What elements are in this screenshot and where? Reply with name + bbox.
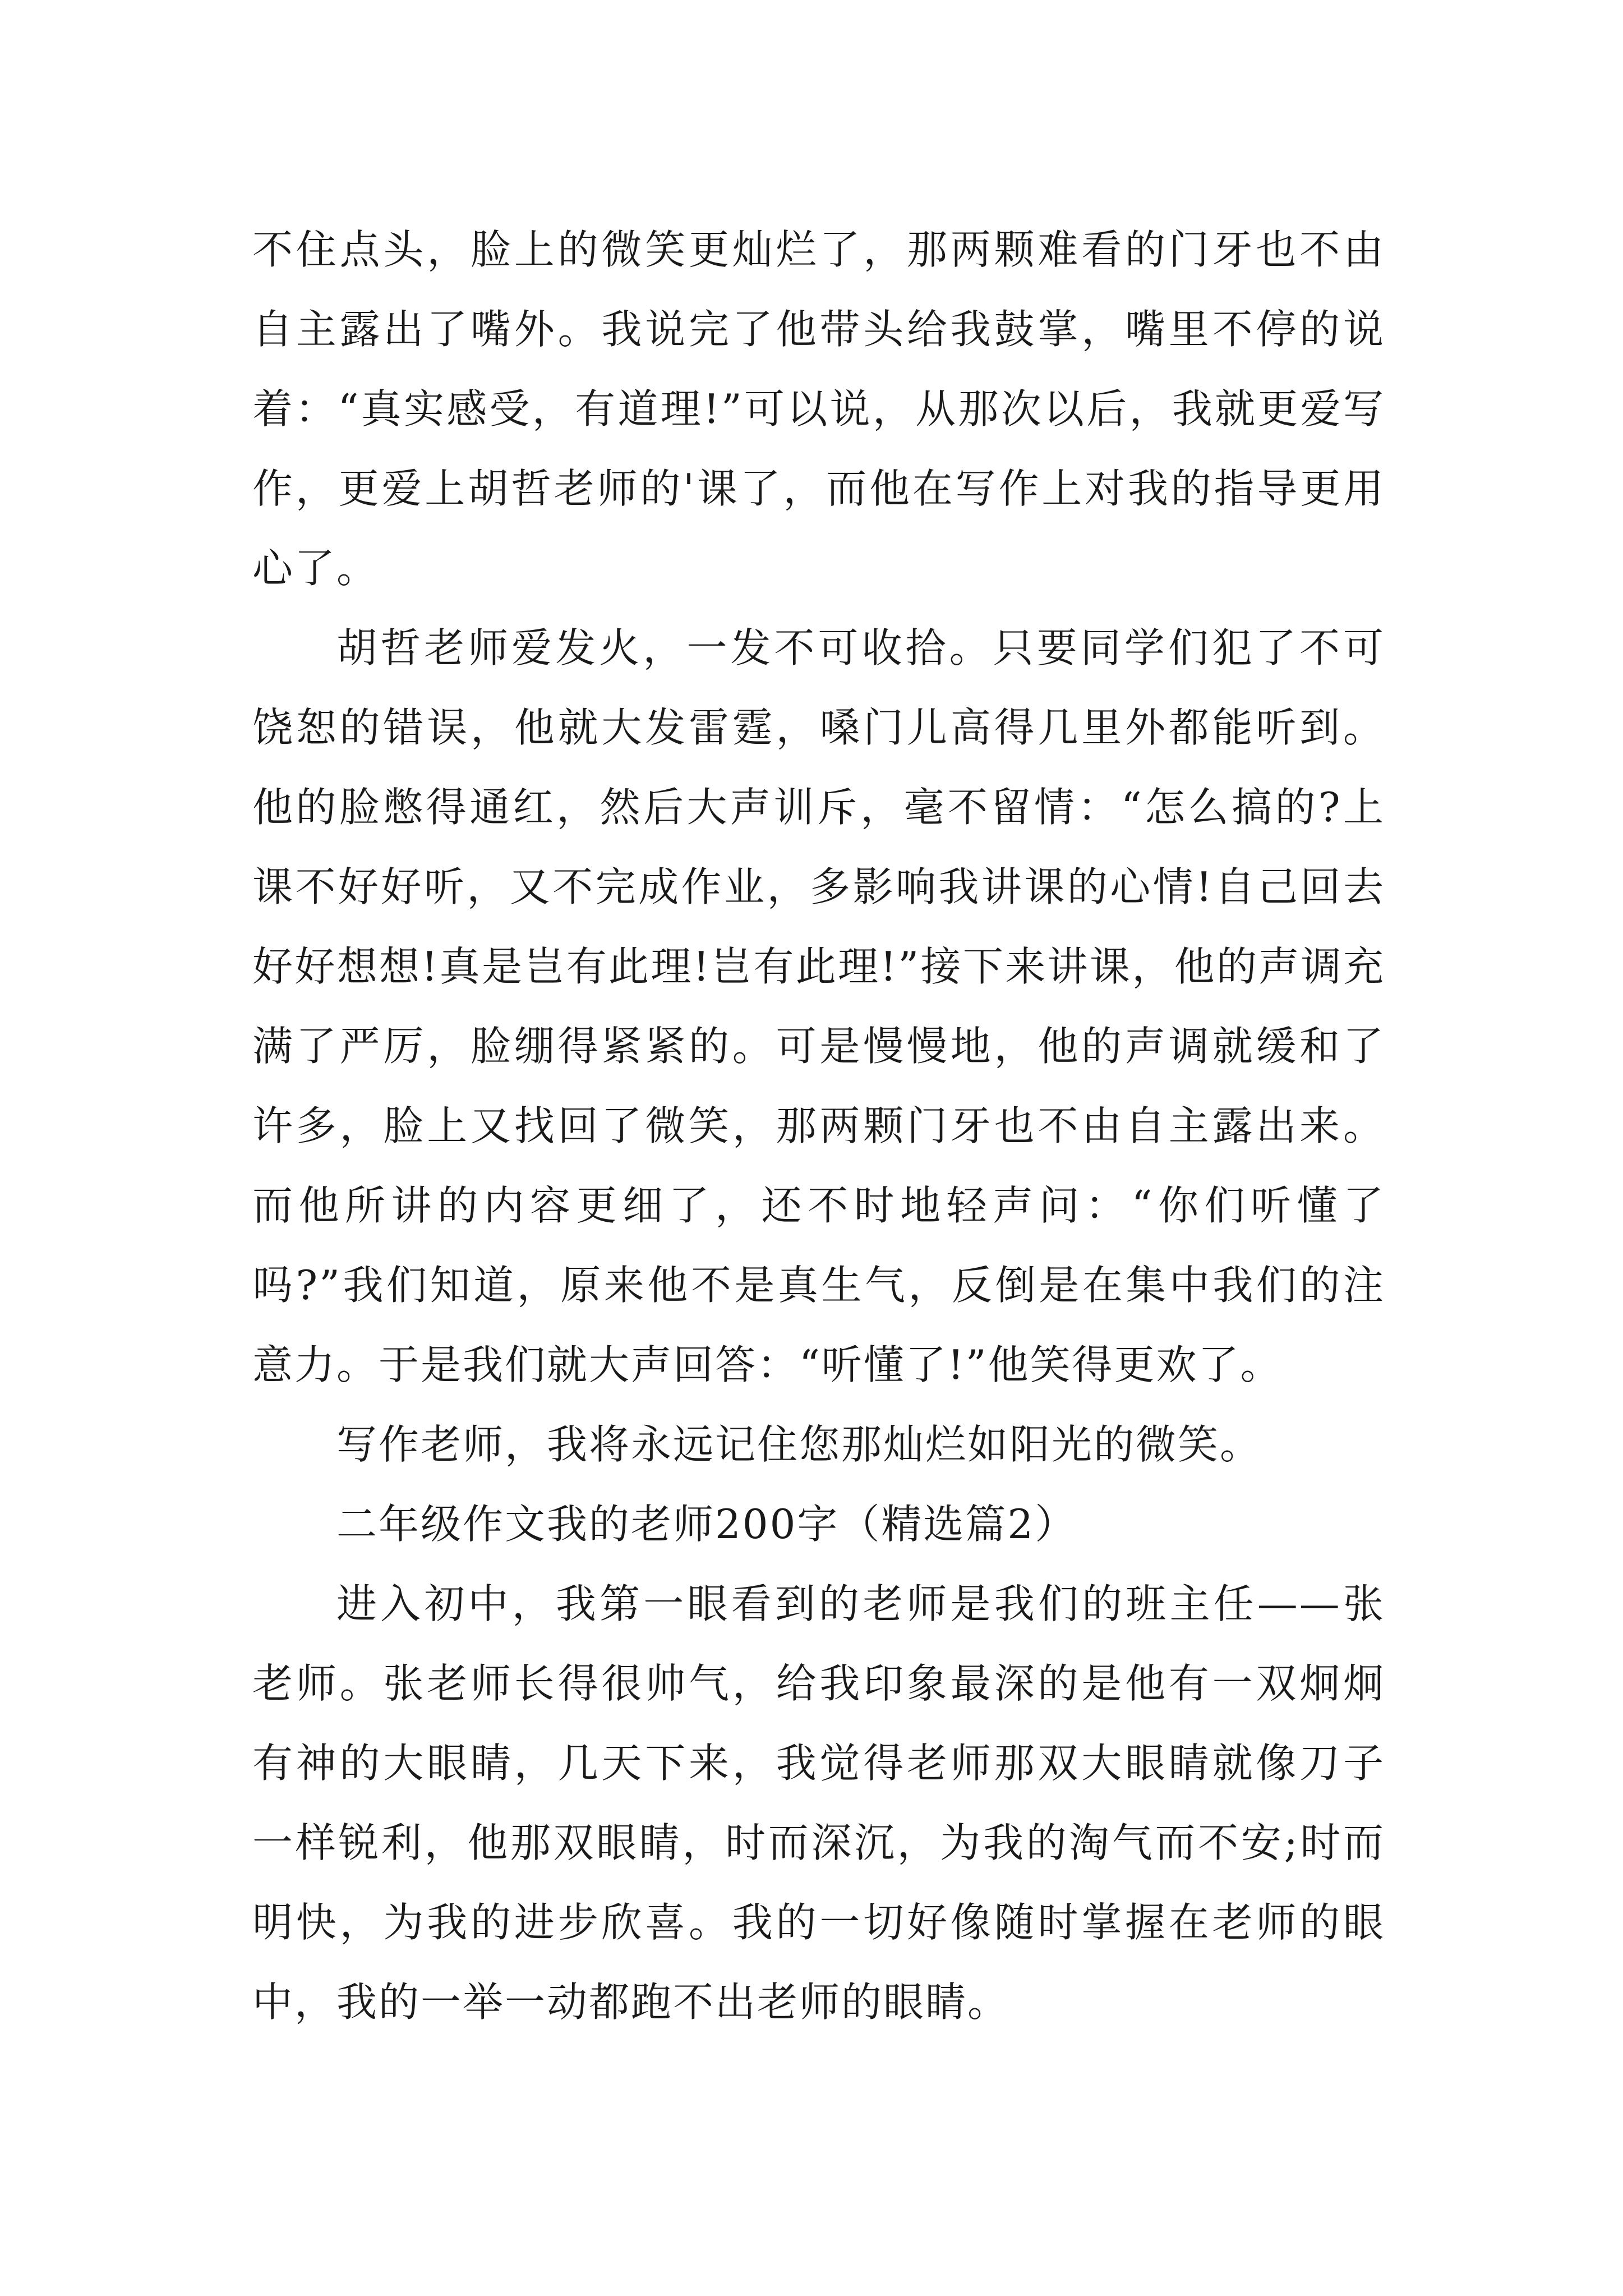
- document-body: [252, 210, 1385, 2042]
- paragraph-closing: 写作老师，我将永远记住您那灿烂如阳光的微笑。: [336, 1421, 1262, 1468]
- paragraph-teacher-temper: 胡哲老师爱发火，一发不可收拾。只要同学们犯了不可饶恕的错误，他就大发雷霆，嗓门儿高得几里外都能听到。他的脸憋得通红，然后大声训斥，毫不留情：“怎么搞的?上课不好好听，又不完成作业，多影响我讲课的心情!自己回去好好想想!真是岂有此理!岂有此理!”接下来讲课，他的声调充满了严厉，脸绷得紧紧的。可是慢慢地，他的声调就缓和了许多，脸上又找回了微笑，那两颗门牙也不由自主露出来。而他所讲的内容更细了，还不时地轻声问：“你们听懂了吗?”我们知道，原来他不是真生气，反倒是在集中我们的注意力。于是我们就大声回答：“听懂了!”他笑得更欢了。: [252, 624, 1385, 1388]
- paragraph-teacher-zhang: 进入初中，我第一眼看到的老师是我们的班主任——张老师。张老师长得很帅气，给我印象最深的是他有一双炯炯有神的大眼睛，几天下来，我觉得老师那双大眼睛就像刀子一样锐利，他那双眼睛，时而深沉，为我的淘气而不安;时而明快，为我的进步欣喜。我的一切好像随时掌握在老师的眼中，我的一举一动都跑不出老师的眼睛。: [252, 1580, 1385, 2026]
- section-heading: 二年级作文我的老师200字（精选篇2）: [336, 1501, 1077, 1548]
- paragraph-continuation: 不住点头，脸上的微笑更灿烂了，那两颗难看的门牙也不由自主露出了嘴外。我说完了他带头给我鼓掌，嘴里不停的说着：“真实感受，有道理!”可以说，从那次以后，我就更爱写作，更爱上胡哲老师的'课了，而他在写作上对我的指导更用心了。: [252, 226, 1385, 592]
